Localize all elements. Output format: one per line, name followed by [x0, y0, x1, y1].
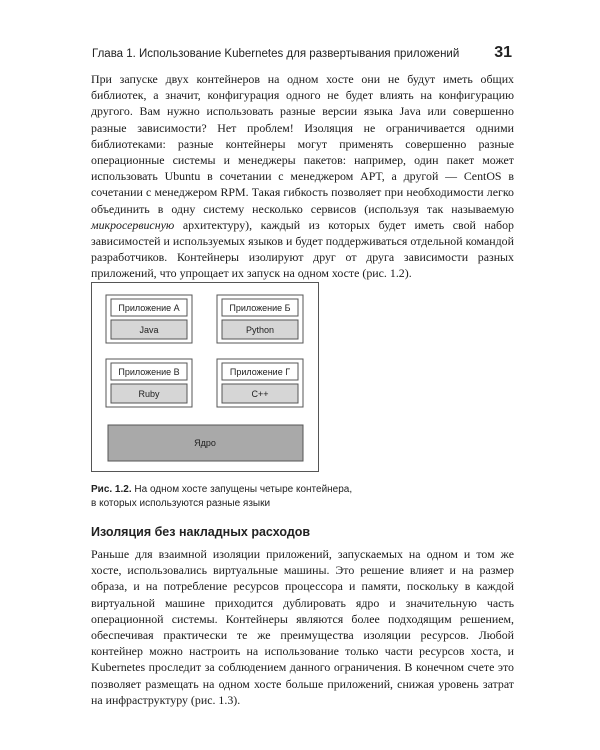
- diagram-svg: [92, 283, 320, 473]
- container-b: [217, 295, 303, 343]
- app-v-label: Приложение В: [118, 367, 180, 377]
- container-a: [106, 295, 192, 343]
- paragraph1-text-b: архитектуру), каждый из которых будет иметь свой набор зависимостей и используемых языков и будет поддерживаться отдельной командой разработчиков. Контейнеры изолируют друг от друга зависимости разных приложений, что упрощает их запуск на одном хосте (рис. 1.2).: [91, 217, 514, 281]
- kernel-label: Ядро: [194, 438, 216, 448]
- paragraph1-text-a: При запуске двух контейнеров на одном хосте они не будут иметь общих библиотек, а значит, конфигурация одного не будет влиять на конфигурацию другого. Вам нужно использовать разные версии языка Java или совершенно разные зависимости? Нет проблем! Изоляция не ограничивается одними библиотеками: разные контейнеры могут применять совершенно разные операционные системы и менеджеры пакетов: например, один пакет может использовать Ubuntu в сочетании с менеджером APT, а другой — CentOS в сочетании с менеджером RPM. Такая гибкость позволяет при необходимости легко объединить в одну систему несколько сервисов (используя так называемую: [91, 72, 514, 216]
- paragraph-container-isolation: [91, 71, 514, 282]
- caption-line2: в которых используются разные языки: [91, 498, 271, 509]
- running-header: [92, 44, 512, 62]
- figure-containers-diagram: [91, 282, 319, 472]
- page-number: 31: [494, 44, 512, 61]
- app-g-label: Приложение Г: [229, 367, 291, 377]
- lang-b-label: Python: [245, 325, 275, 335]
- caption-line1: На одном хосте запущены четыре контейнера,: [134, 484, 353, 495]
- lang-g-label: C++: [251, 389, 269, 399]
- section-heading: Изоляция без накладных расходов: [91, 525, 311, 539]
- paragraph1-italic-term: микросервисную: [91, 217, 175, 232]
- app-a-label: Приложение А: [118, 303, 180, 313]
- figure-caption: [91, 483, 511, 511]
- paragraph-isolation-overhead: Раньше для взаимной изоляции приложений, запускаемых на одном и том же хосте, использовались виртуальные машины. Это решение влияет и на размер образа, и на потребление ресурсов процессора и памяти, поскольку в каждой виртуальной машине приходится дублировать ядро и значительную часть операционной системы. Контейнеры являются более подходящим решением, обеспечивая практически те же преимущества изоляции ресурсов. Любой контейнер можно настроить на использование только части ресурсов хоста, и Kubernetes проследит за соблюдением данного ограничения. В конечном счете это позволяет размещать на одном хосте больше приложений, снижая уровень затрат на инфраструктуру (рис. 1.3).: [91, 547, 514, 707]
- lang-a-label: Java: [139, 325, 159, 335]
- caption-prefix: Рис. 1.2.: [91, 484, 132, 495]
- chapter-title: Глава 1. Использование Kubernetes для развертывания приложений: [92, 48, 460, 60]
- container-g: [217, 359, 303, 407]
- app-b-label: Приложение Б: [229, 303, 291, 313]
- container-v: [106, 359, 192, 407]
- lang-v-label: Ruby: [138, 389, 160, 399]
